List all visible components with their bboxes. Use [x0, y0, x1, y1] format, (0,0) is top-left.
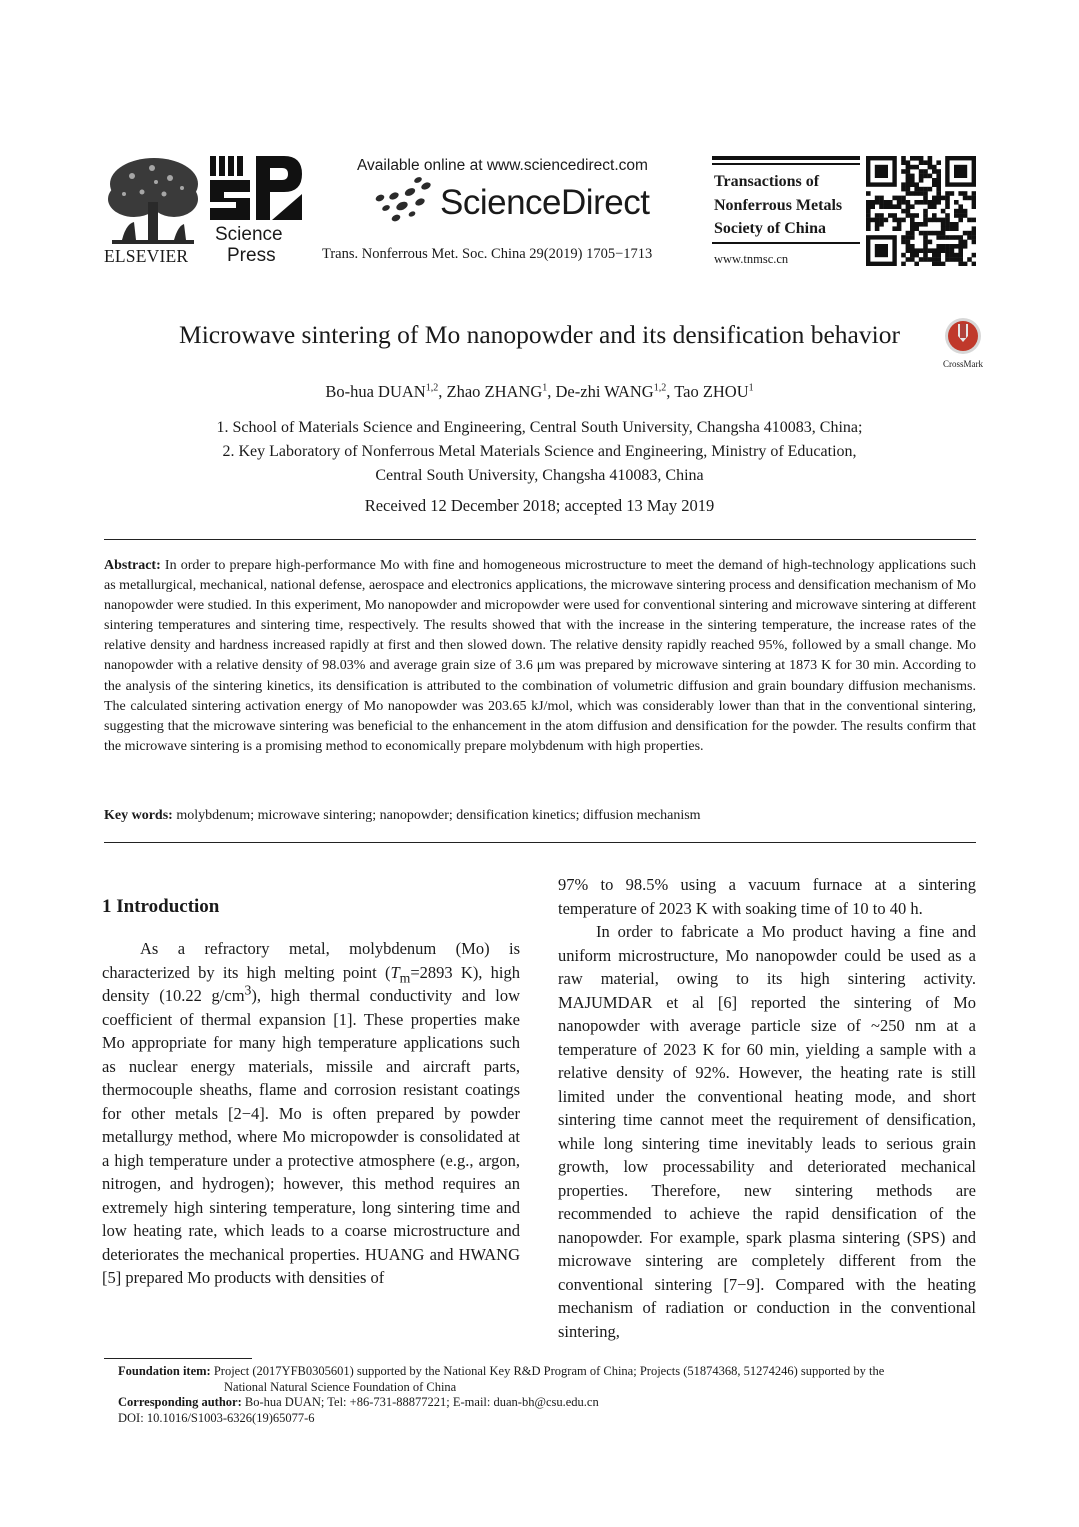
science-press-press: Press [227, 245, 276, 266]
qr-code-icon[interactable] [866, 156, 976, 266]
author-affiliation: 1 [748, 382, 754, 394]
affiliation-2b: Central South University, Changsha 410083, China [375, 467, 704, 484]
sciencedirect-dots-icon [372, 176, 438, 222]
journal-reference: Trans. Nonferrous Met. Soc. China 29(2019) 1705−1713 [322, 246, 653, 262]
paragraph-text: =2893 K), high density (10.22 g/cm [102, 962, 520, 1005]
affiliation-1: 1. School of Materials Science and Engineering, Central South University, Changsha 410083, China; [216, 419, 863, 436]
journal-url-link[interactable]: www.tnmsc.cn [714, 252, 789, 266]
paragraph [102, 937, 520, 1290]
doi-link[interactable]: DOI: 10.1016/S1003-6326(19)65077-6 [118, 1410, 315, 1425]
foundation-item-cont: National Natural Science Foundation of China [224, 1379, 457, 1394]
author-name: De-zhi WANG [555, 382, 654, 401]
journal-title-line1: Transactions of [714, 173, 820, 190]
elsevier-wordmark: ELSEVIER [104, 246, 189, 266]
section-heading-introduction: 1 Introduction [102, 896, 220, 917]
abstract-text: In order to prepare high-performance Mo with fine and homogeneous microstructure to meet the demand of high-technology applications such as metallurgical, mechanical, national defense, aerospace and electronics applications, the microwave sintering process and densification mechanism of Mo nanopowder were studied. In this experiment, Mo nanopowder and micropowder were used for conventional sintering and microwave sintering at different sintering temperatures and sintering time, respectively. The results showed that with the increase in the sintering temperature, the increase rates of the relative density and hardness increased rapidly at first and then slowed down. The relative density rapidly reached 95%, followed by a small change. Mo nanopowder with a relative density of 98.03% and average grain size of 3.6 μm was prepared by microwave sintering at 1873 K for 30 min. According to the analysis of the sintering kinetics, its densification is attributed to the combination of volumetric diffusion and grain boundary diffusion mechanisms. The calculated sintering activation energy of Mo nanopowder was 203.65 kJ/mol, which was considerably lower than that in the conventional sintering, suggesting that the microwave sintering was beneficial to the enhancement in the atom diffusion and densification for the powder. The results confirm that the microwave sintering is a promising method to economically prepare molybdenum with high properties. [104, 558, 976, 754]
symbol-t: T [390, 962, 400, 982]
abstract-label: Abstract: [104, 558, 161, 573]
foundation-label: Foundation item: [118, 1364, 211, 1378]
affiliations [0, 416, 1079, 488]
journal-title [714, 170, 842, 241]
journal-box-rule-bottom [712, 242, 860, 244]
author-affiliation: 1,2 [653, 382, 667, 394]
author-name: Tao ZHOU [674, 382, 749, 401]
abstract [104, 556, 976, 757]
journal-title-line3: Society of China [714, 220, 826, 237]
received-date: Received 12 December 2018; accepted 13 May 2019 [364, 496, 715, 515]
crossmark-label: CrossMark [943, 359, 983, 369]
keywords-label: Key words: [104, 808, 173, 823]
paragraph: 97% to 98.5% using a vacuum furnace at a sintering temperature of 2023 K with soaking time of 10 to 40 h. [558, 875, 976, 918]
science-press-logo [206, 154, 304, 222]
superscript-3: 3 [244, 982, 252, 998]
author-list: Bo-hua DUAN$^{1,2}$, Zhao ZHANG$^1$, De-zhi WANG$^{1,2}$, Tao ZHOU$^1$ [325, 382, 754, 401]
keywords-text: molybdenum; microwave sintering; nanopowder; densification kinetics; diffusion mechanism [176, 808, 701, 823]
crossmark-badge[interactable] [941, 316, 985, 368]
subscript-m: m [399, 969, 411, 985]
crossmark-icon [941, 316, 985, 356]
journal-title-box [712, 156, 860, 266]
corresponding-label: Corresponding author: [118, 1395, 242, 1409]
abstract-top-rule [104, 539, 976, 540]
available-online-link[interactable]: Available online at www.sciencedirect.com [357, 157, 648, 174]
science-press-science: Science [215, 224, 283, 245]
abstract-bottom-rule [104, 842, 976, 843]
journal-box-rule-top-thin [712, 163, 860, 165]
paragraph: In order to fabricate a Mo product having a fine and uniform microstructure, Mo nanopowder could be used as a raw material, owing to its high sintering activity. MAJUMDAR et al [6] reported the sintering of Mo nanopowder with average particle size of ~250 nm at a temperature of 2023 K for 60 min, yielding a sample with a relative density of 92%. However, the heating rate is still limited under the conventional heating mode, and short sintering time cannot meet the requirement of densification, while long sintering time inevitably leads to serious grain growth, low processability and deteriorated mechanical properties. Therefore, new sintering methods are recommended to achieve the rapid densification of the nanopowder. For example, spark plasma sintering (SPS) and microwave sintering are completely different from the conventional sintering [7−9]. Compared with the heating mechanism of radiation or conduction in the conventional sintering, [558, 922, 976, 1341]
foundation-item [104, 1364, 976, 1380]
journal-box-rule-top [712, 156, 860, 160]
left-column [102, 937, 520, 1290]
paragraph-text: ), high thermal conductivity and low coefficient of thermal expansion [1]. These properties make Mo appropriate for many high temperature applications such as nuclear energy materials, missile and aircraft parts, thermocouple sheaths, flame and corrosion resistant coatings for other metals [2−4]. Mo is often prepared by powder metallurgy method, where Mo micropowder is consolidated at a high temperature under a protective atmosphere (e.g., argon, nitrogen, and hydrogen); however, this method requires an extremely high sintering temperature, long sintering time and low heating rate, which leads to a coarse microstructure and deteriorates the mechanical properties. HUANG and HWANG [5] prepared Mo products with densities of [102, 986, 520, 1287]
foundation-text: Project (2017YFB0305601) supported by the National Key R&D Program of China; Projects (51874368, 51274246) supported by the [213, 1364, 885, 1378]
corresponding-text: Bo-hua DUAN; Tel: +86-731-88877221; E-mail: duan-bh@csu.edu.cn [244, 1395, 599, 1409]
journal-title-line2: Nonferrous Metals [714, 196, 843, 214]
author-affiliation: 1 [542, 382, 548, 394]
sciencedirect-wordmark: ScienceDirect [440, 183, 650, 222]
author-name: Zhao ZHANG [446, 382, 543, 401]
author-name: Bo-hua DUAN [325, 382, 426, 401]
paper-title: Microwave sintering of Mo nanopowder and its densification behavior [179, 320, 900, 349]
footnote-rule [104, 1358, 252, 1359]
footnotes [104, 1364, 976, 1426]
affiliation-2a: 2. Key Laboratory of Nonferrous Metal Materials Science and Engineering, Ministry of Education, [222, 443, 857, 460]
corresponding-author [104, 1395, 976, 1411]
right-column [558, 873, 976, 1343]
author-affiliation: 1,2 [425, 382, 439, 394]
keywords [104, 806, 976, 826]
paragraph-text: As a refractory metal, molybdenum (Mo) is characterized by its high melting point ( [102, 939, 520, 982]
